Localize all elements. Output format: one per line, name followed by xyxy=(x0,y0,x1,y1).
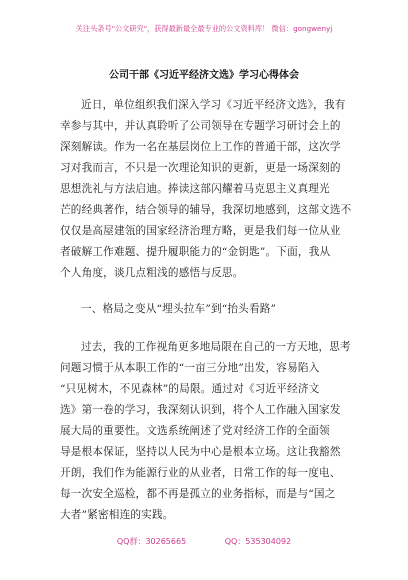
paragraph1-line: 思想洗礼与方法启迪。捧读这部闪耀着马克思主义真理光 xyxy=(60,183,330,195)
paragraph2-line: 选》第一卷的学习，我深刻认识到，将个人工作融入国家发 xyxy=(60,404,341,416)
paragraph2-line: 每一次安全巡检，都不再是孤立的业务指标，而是与“国之 xyxy=(60,488,336,500)
document-title: 公司干部《习近平经济文选》学习心得体会 xyxy=(109,70,299,81)
paragraph2-line: 问题习惯于从本职工作的“一亩三分地”出发，容易陷入 xyxy=(60,362,320,374)
footer-contact xyxy=(0,536,408,547)
footer-qq-group: QQ群：30265665 xyxy=(116,537,187,546)
top-banner: 关注头条号"公文研究"，获得最新最全最专业的公文资料库！ 微信：gongwenyj xyxy=(75,24,333,33)
paragraph2-line: 导是根本保证，坚持以人民为中心是根本立场。这让我豁然 xyxy=(60,446,341,458)
paragraph1-line: 幸参与其中，并认真聆听了公司领导在专题学习研讨会上的 xyxy=(60,120,341,132)
paragraph1-line: 仅仅是高屋建瓴的国家经济治理方略，更是我们每一位从业 xyxy=(60,225,341,237)
paragraph2-line: 展大局的重要性。文选系统阐述了党对经济工作的全面领 xyxy=(60,425,330,437)
paragraph1-line: 芒的经典著作，结合领导的辅导，我深切地感到，这部文选不 xyxy=(60,204,352,216)
paragraph1-line: 个人角度，谈几点粗浅的感悟与反思。 xyxy=(60,267,244,279)
footer-qq: QQ：535304092 xyxy=(224,537,292,546)
paragraph2-line: 大者”紧密相连的实践。 xyxy=(60,509,174,521)
paragraph1-line: 习对我而言，不只是一次理论知识的更新，更是一场深刻的 xyxy=(60,162,341,174)
paragraph2-line: 过去，我的工作视角更多地局限在自己的一方天地，思考 xyxy=(81,341,351,353)
section-heading: 一、格局之变从“埋头拉车”到“抬头看路” xyxy=(81,303,277,315)
paragraph1-line: 深刻解读。作为一名在基层岗位上工作的普通干部，这次学 xyxy=(60,141,341,153)
paragraph1-line: 近日，单位组织我们深入学习《习近平经济文选》，我有 xyxy=(81,99,346,111)
paragraph2-line: “只见树木，不见森林”的局限。通过对《习近平经济文 xyxy=(60,383,320,395)
paragraph2-line: 开朗，我们作为能源行业的从业者，日常工作的每一度电、 xyxy=(60,467,341,479)
paragraph1-line: 者破解工作难题、提升履职能力的“金钥匙”。下面，我从 xyxy=(60,246,331,258)
